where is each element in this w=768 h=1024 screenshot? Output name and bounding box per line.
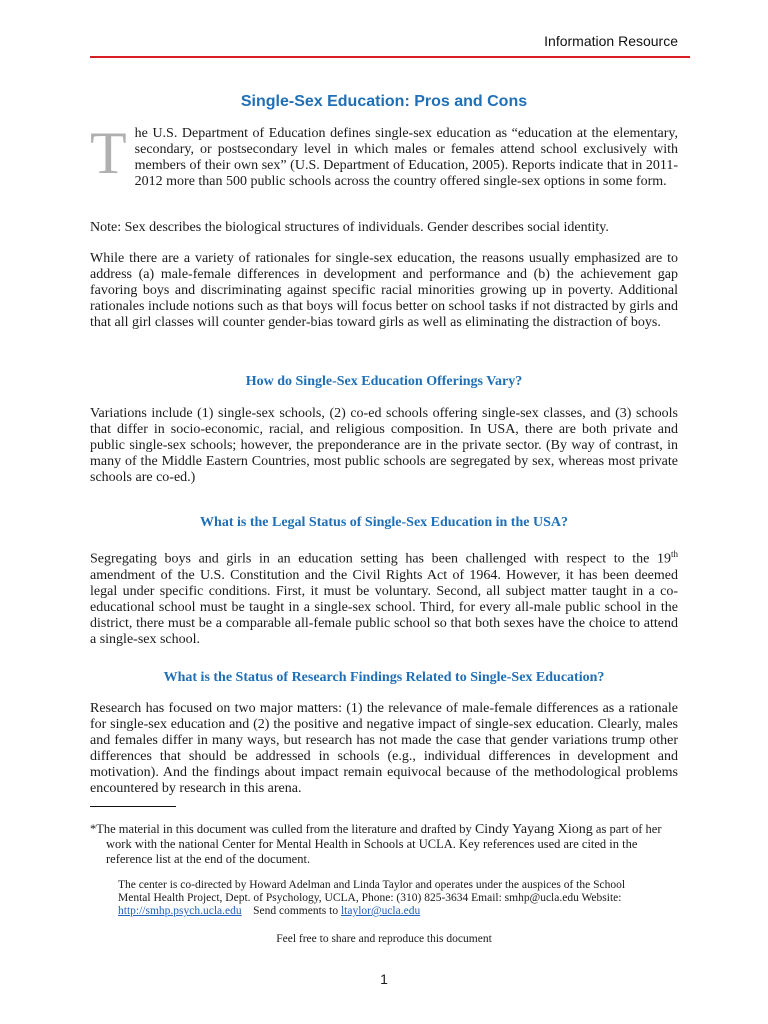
drop-cap: T <box>90 120 127 186</box>
email-link[interactable]: ltaylor@ucla.edu <box>340 905 421 917</box>
intro-paragraph <box>90 120 678 190</box>
header-rule <box>90 56 690 58</box>
legal-text-end: amendment of the U.S. Constitution and the Civil Rights Act of 1964. However, it has been deemed legal under specific conditions. First, it must be voluntary. Second, all subject matter taught in a co-educational school must be taught in a single-sex school. Third, for every all-male public school in the district, there must be a comparable all-female public school so that both sexes have the choice to attend a single-sex school. <box>90 567 678 647</box>
legal-text-start: Segregating boys and girls in an education setting has been challenged with respect to the 19 <box>90 551 671 567</box>
superscript-th: th <box>670 549 678 559</box>
research-paragraph: Research has focused on two major matters: (1) the relevance of male-female differences as a rationale for single-sex education and (2) the positive and negative impact of single-sex education. Clearly, males and females differ in many ways, but research has not made the case that gender variations trump other differences that should be addressed in schools (e.g., individual differences in development and motivation). And the findings about impact remain equivocal because of the methodological problems encountered by research in this arena. <box>90 701 678 796</box>
note-paragraph: Note: Sex describes the biological structures of individuals. Gender describes social identity. <box>90 220 609 235</box>
legal-paragraph <box>90 546 678 648</box>
center-note <box>118 879 638 918</box>
footnote-text-end: as part of her work with the national Center for Mental Health in Schools at UCLA. Key references used are cited in the reference list at the end of the document. <box>106 822 662 866</box>
website-link[interactable]: http://smhp.psych.ucla.edu <box>118 905 242 917</box>
page-title: Single-Sex Education: Pros and Cons <box>240 93 528 110</box>
footnote-text-start: *The material in this document was culled from the literature and drafted by <box>90 822 475 836</box>
page-number: 1 <box>380 971 388 987</box>
section-heading-research: What is the Status of Research Findings Related to Single-Sex Education? <box>163 670 605 685</box>
center-note-text: The center is co-directed by Howard Adelman and Linda Taylor and operates under the auspices of the School Mental Health Project, Dept. of Psychology, UCLA, Phone: (310) 825-3634 Email: smhp@ucla.edu Website: <box>118 879 626 904</box>
comments-label: Send comments to <box>253 905 341 917</box>
footnote-rule <box>90 806 176 807</box>
footnote <box>90 822 666 867</box>
section-heading-variations: How do Single-Sex Education Offerings Vary? <box>245 374 523 389</box>
variations-paragraph: Variations include (1) single-sex schools, (2) co-ed schools offering single-sex classes, and (3) schools that differ in socio-economic, racial, and religious composition. In USA, there are both private and public single-sex schools; however, the preponderance are in the private sector. (By way of contrast, in many of the Middle Eastern Countries, most public schools are segregated by sex, whereas most private schools are co-ed.) <box>90 406 678 485</box>
rationale-paragraph: While there are a variety of rationales for single-sex education, the reasons usually emphasized are to address (a) male-female differences in development and performance and (b) the achievement gap favoring boys and discriminating against specific racial minorities growing up in poverty. Additional rationales include notions such as that boys will focus better on school tasks if not distracted by girls and that all girl classes will counter gender-bias toward girls as well as eliminating the distraction of boys. <box>90 251 678 330</box>
intro-text: he U.S. Department of Education defines single-sex education as “education at the elementary, secondary, or postsecondary level in which males or females attend school exclusively with members of their own sex” (U.S. Department of Education, 2005). Reports indicate that in 2011-2012 more than 500 public schools across the country offered single-sex options in some form. <box>134 126 678 189</box>
header-label: Information Resource <box>544 33 678 49</box>
section-heading-legal: What is the Legal Status of Single-Sex Education in the USA? <box>200 515 568 530</box>
share-note: Feel free to share and reproduce this document <box>276 933 492 945</box>
footnote-author: Cindy Yayang Xiong <box>474 822 593 837</box>
